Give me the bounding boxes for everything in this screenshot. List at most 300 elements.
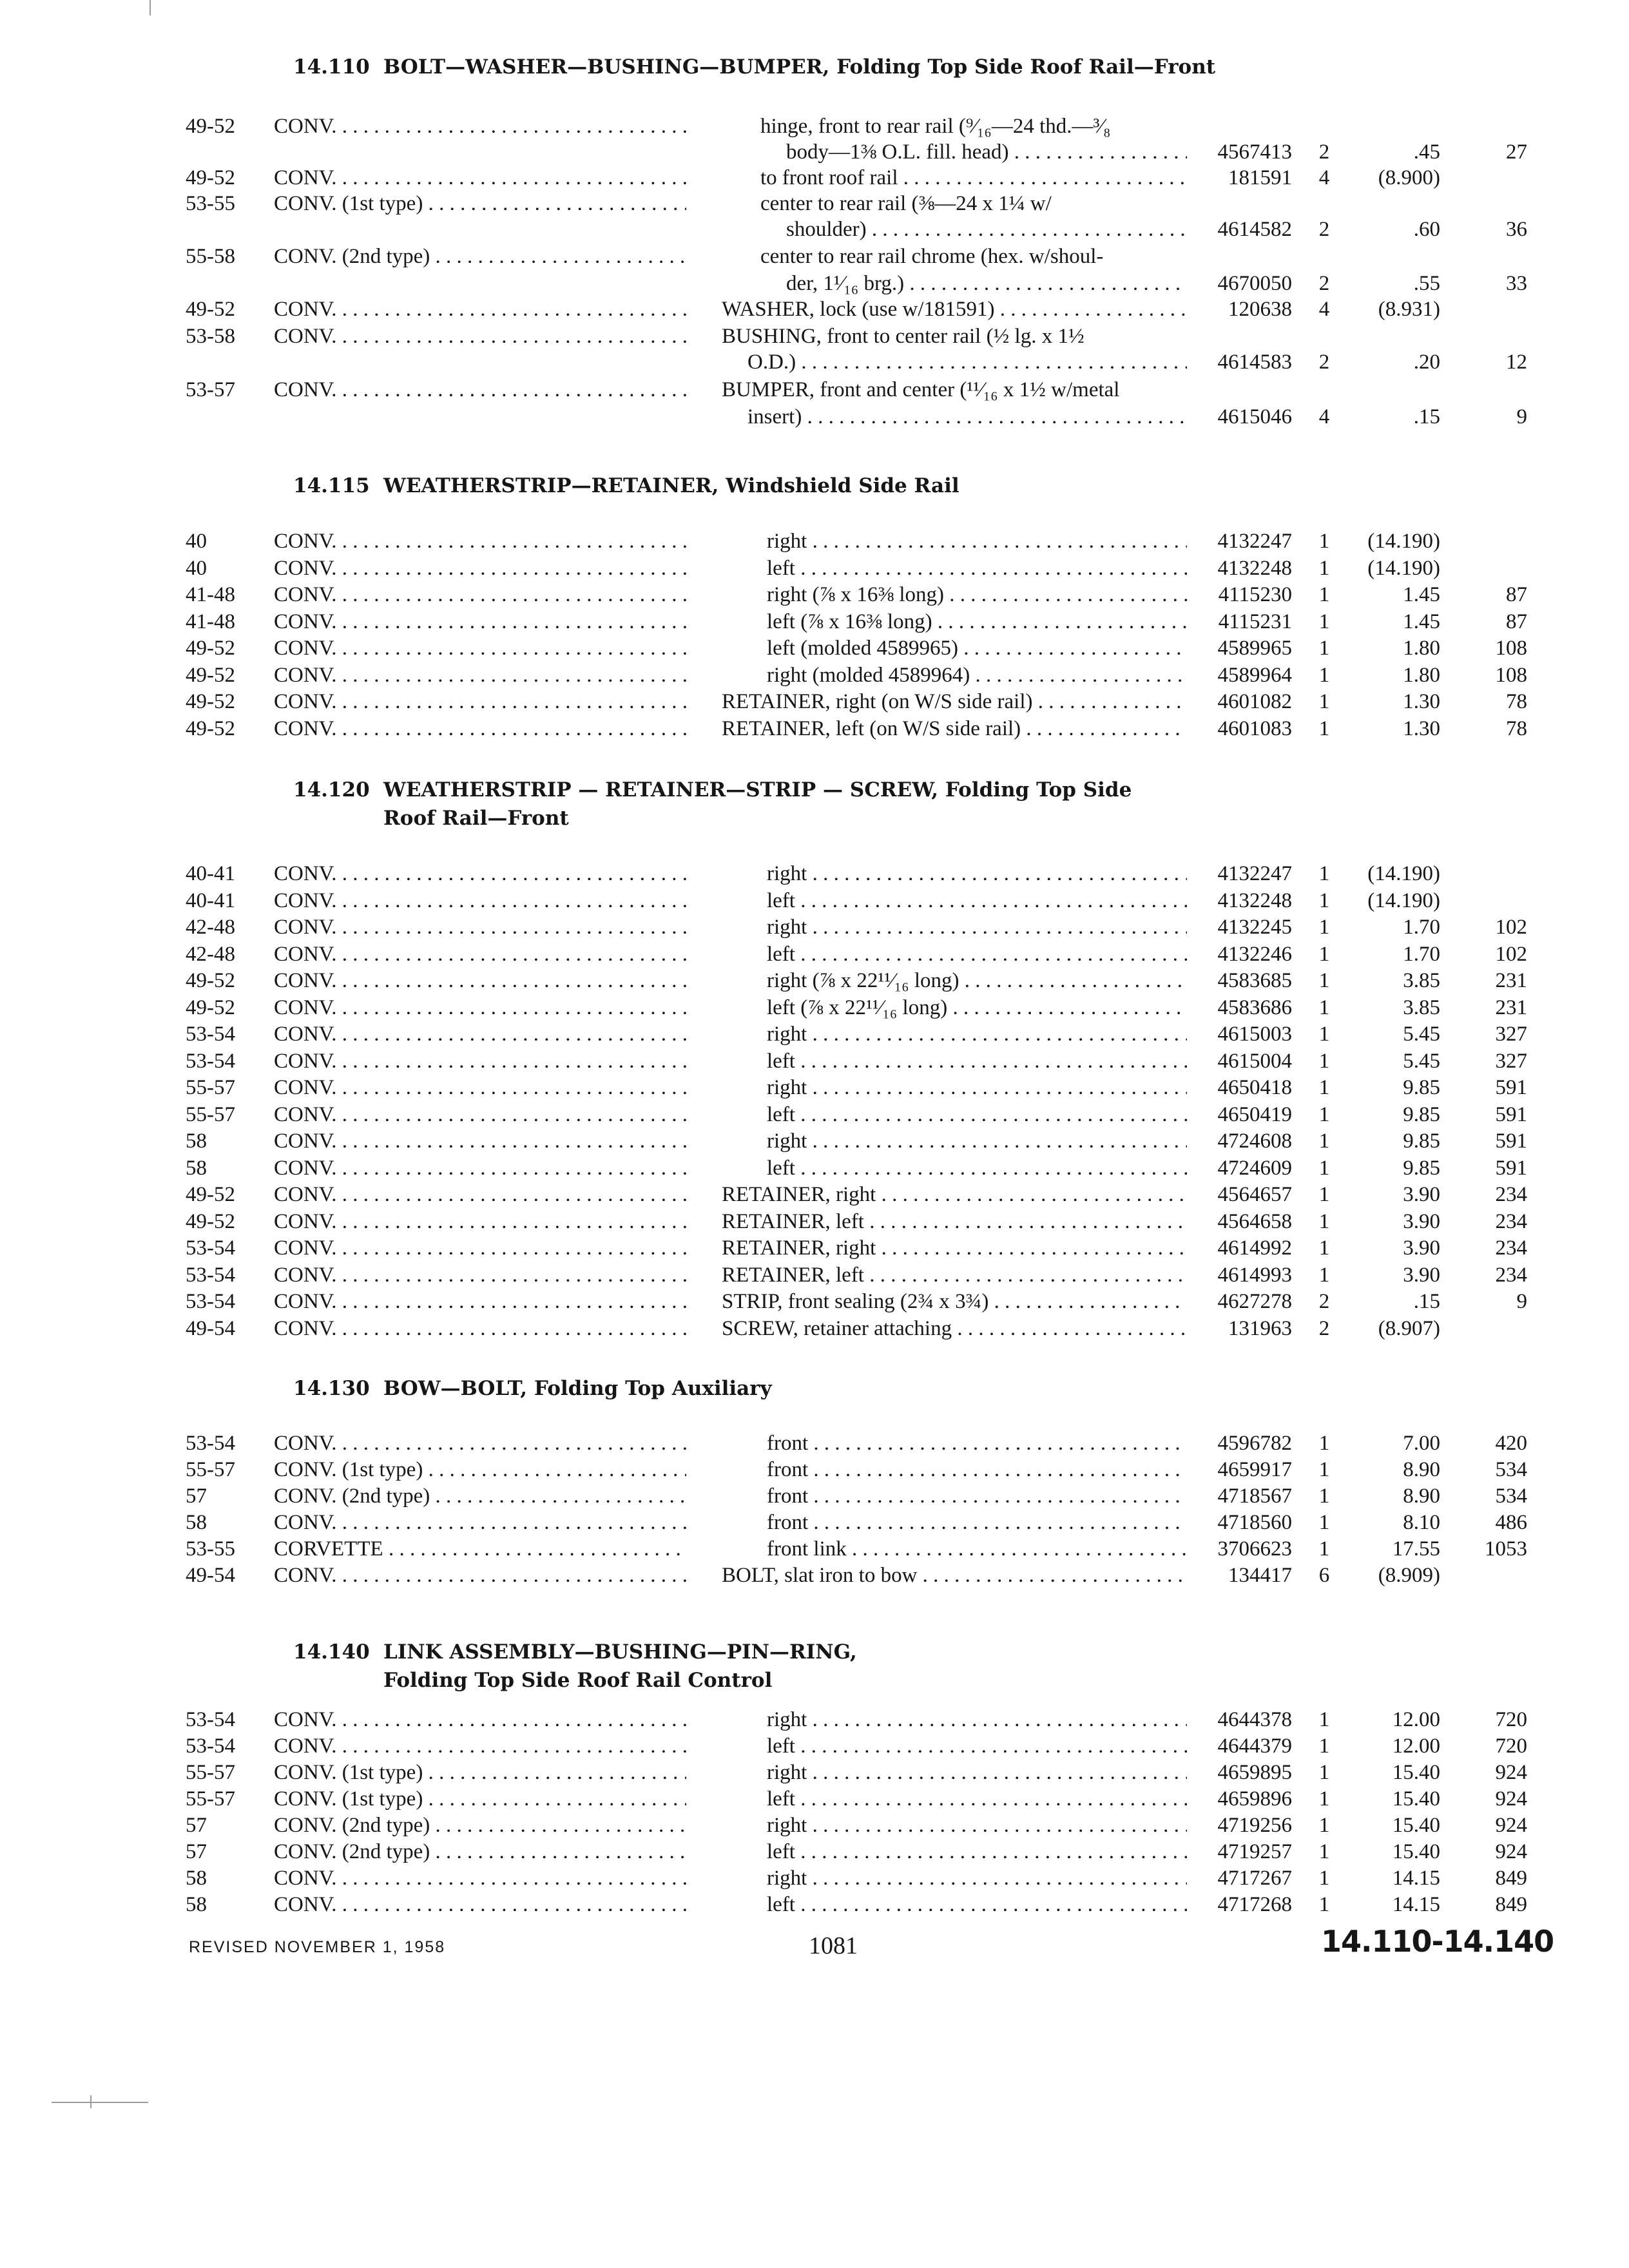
price-code: 327 xyxy=(1495,1023,1527,1046)
model-year: 53-55 xyxy=(186,192,235,215)
part-number: 4615046 xyxy=(1217,405,1292,428)
list-price: (8.907) xyxy=(1378,1317,1440,1340)
price-code: 108 xyxy=(1495,637,1527,660)
parts-row xyxy=(0,1864,1629,1892)
quantity: 1 xyxy=(1318,1023,1330,1046)
part-description: RETAINER, left . . . xyxy=(722,1261,1187,1289)
part-number: 4132247 xyxy=(1217,862,1292,885)
model-year: 58 xyxy=(186,1893,207,1916)
parts-row xyxy=(0,634,1629,662)
quantity: 1 xyxy=(1318,717,1330,740)
list-price: 3.90 xyxy=(1403,1236,1440,1260)
price-code: 234 xyxy=(1495,1264,1527,1287)
parts-row xyxy=(0,940,1629,968)
parts-row xyxy=(0,661,1629,689)
parts-row xyxy=(0,376,1629,404)
list-price: 15.40 xyxy=(1392,1840,1440,1863)
part-number: 4718560 xyxy=(1217,1511,1292,1534)
part-number: 4564658 xyxy=(1217,1210,1292,1233)
price-code: 534 xyxy=(1495,1458,1527,1481)
body-model: CONV. (2nd type) . . . xyxy=(274,1838,686,1866)
price-code: 924 xyxy=(1495,1814,1527,1837)
part-number: 4614992 xyxy=(1217,1236,1292,1260)
quantity: 2 xyxy=(1318,1317,1330,1340)
quantity: 1 xyxy=(1318,637,1330,660)
part-description: right (molded 4589964) . . . xyxy=(767,661,1187,689)
quantity: 1 xyxy=(1318,1761,1330,1784)
parts-row xyxy=(0,1561,1629,1590)
parts-row xyxy=(0,966,1629,995)
list-price: (8.909) xyxy=(1378,1564,1440,1587)
list-price: 3.90 xyxy=(1403,1264,1440,1287)
part-number: 4614583 xyxy=(1217,351,1292,374)
model-year: 49-54 xyxy=(186,1317,235,1340)
body-model: CONV. . . . xyxy=(274,634,686,662)
quantity: 1 xyxy=(1318,690,1330,713)
body-model: CONV. . . . xyxy=(274,1234,686,1262)
model-year: 41-48 xyxy=(186,583,235,606)
part-description: BUMPER, front and center (¹¹⁄₁₆ x 1½ w/metal xyxy=(722,378,1120,401)
list-price: 1.70 xyxy=(1403,943,1440,966)
price-code: 108 xyxy=(1495,664,1527,687)
body-model: CONV. . . . xyxy=(274,581,686,609)
list-price: .15 xyxy=(1413,405,1440,428)
list-price: 1.45 xyxy=(1403,610,1440,633)
price-code: 1053 xyxy=(1485,1537,1527,1561)
quantity: 1 xyxy=(1318,1183,1330,1206)
part-number: 4132247 xyxy=(1217,530,1292,553)
body-model: CONV. . . . xyxy=(274,1508,686,1537)
quantity: 1 xyxy=(1318,1264,1330,1287)
part-description: left . . . xyxy=(767,940,1187,968)
model-year: 58 xyxy=(186,1157,207,1180)
model-year: 53-54 xyxy=(186,1432,235,1455)
model-year: 42-48 xyxy=(186,916,235,939)
part-description: SCREW, retainer attaching . . . xyxy=(722,1314,1187,1343)
parts-row xyxy=(0,403,1629,431)
part-description: left . . . xyxy=(767,1732,1187,1760)
quantity: 4 xyxy=(1318,298,1330,321)
model-year: 53-55 xyxy=(186,1537,235,1561)
part-description: right . . . xyxy=(767,1758,1187,1787)
part-description: left . . . xyxy=(767,1047,1187,1075)
body-model: CONV. . . . xyxy=(274,1073,686,1102)
part-description: WASHER, lock (use w/181591) . . . xyxy=(722,295,1187,323)
price-code: 924 xyxy=(1495,1761,1527,1784)
parts-row xyxy=(0,1234,1629,1262)
parts-row xyxy=(0,1261,1629,1289)
body-model: CONV. . . . xyxy=(274,994,686,1022)
body-model: CONV. . . . xyxy=(274,1314,686,1343)
price-code: 327 xyxy=(1495,1050,1527,1073)
quantity: 1 xyxy=(1318,969,1330,992)
price-code: 591 xyxy=(1495,1103,1527,1126)
part-description: right (⅞ x 22¹¹⁄₁₆ long) . . . xyxy=(767,966,1187,995)
parts-row xyxy=(0,1535,1629,1563)
price-code: 231 xyxy=(1495,996,1527,1019)
section-number: 14.110 xyxy=(293,55,370,79)
section-title: BOW—BOLT, Folding Top Auxiliary xyxy=(383,1377,772,1400)
list-price: 15.40 xyxy=(1392,1787,1440,1811)
section-title: LINK ASSEMBLY—BUSHING—PIN—RING, xyxy=(383,1640,857,1664)
part-description: right . . . xyxy=(767,913,1187,941)
quantity: 1 xyxy=(1318,1458,1330,1481)
list-price: 14.15 xyxy=(1392,1867,1440,1890)
quantity: 1 xyxy=(1318,583,1330,606)
part-description: front . . . xyxy=(767,1508,1187,1537)
model-year: 58 xyxy=(186,1129,207,1153)
model-year: 40 xyxy=(186,530,207,553)
list-price: 1.30 xyxy=(1403,690,1440,713)
list-price: .45 xyxy=(1413,140,1440,164)
body-model: CONV. (1st type) . . . xyxy=(274,1758,686,1787)
parts-row xyxy=(0,1785,1629,1813)
list-price: (14.190) xyxy=(1367,530,1440,553)
quantity: 1 xyxy=(1318,1787,1330,1811)
quantity: 1 xyxy=(1318,1840,1330,1863)
part-number: 4650418 xyxy=(1217,1076,1292,1099)
list-price: 1.80 xyxy=(1403,664,1440,687)
part-number: 4724608 xyxy=(1217,1129,1292,1153)
section-title: WEATHERSTRIP—RETAINER, Windshield Side Rail xyxy=(383,474,959,497)
part-number: 4724609 xyxy=(1217,1157,1292,1180)
section-number: 14.120 xyxy=(293,778,370,802)
body-model: CONV. . . . xyxy=(274,1180,686,1209)
part-number: 4659895 xyxy=(1217,1761,1292,1784)
quantity: 1 xyxy=(1318,530,1330,553)
list-price: 5.45 xyxy=(1403,1023,1440,1046)
list-price: .60 xyxy=(1413,218,1440,241)
body-model: CONV. . . . xyxy=(274,860,686,888)
body-model: CONV. . . . xyxy=(274,608,686,636)
parts-row xyxy=(0,1456,1629,1484)
list-price: 9.85 xyxy=(1403,1103,1440,1126)
section-title: Roof Rail—Front xyxy=(383,807,569,830)
parts-row xyxy=(0,322,1629,351)
price-code: 9 xyxy=(1516,405,1527,428)
model-year: 49-52 xyxy=(186,969,235,992)
body-model: CONV. . . . xyxy=(274,1047,686,1075)
price-code: 231 xyxy=(1495,969,1527,992)
part-description: right . . . xyxy=(767,1127,1187,1155)
list-price: 8.10 xyxy=(1403,1511,1440,1534)
model-year: 55-58 xyxy=(186,245,235,268)
model-year: 49-52 xyxy=(186,996,235,1019)
section-title: WEATHERSTRIP — RETAINER—STRIP — SCREW, Folding Top Side xyxy=(383,778,1132,802)
parts-row xyxy=(0,1100,1629,1129)
quantity: 1 xyxy=(1318,862,1330,885)
parts-row xyxy=(0,295,1629,323)
part-number: 4132248 xyxy=(1217,889,1292,912)
body-model: CONV. . . . xyxy=(274,1287,686,1316)
parts-row xyxy=(0,913,1629,941)
part-description: right (⅞ x 16⅜ long) . . . xyxy=(767,581,1187,609)
part-number: 120638 xyxy=(1228,298,1292,321)
body-model: CONV. . . . xyxy=(274,1706,686,1734)
parts-row xyxy=(0,1508,1629,1537)
part-description: right . . . xyxy=(767,527,1187,555)
parts-row xyxy=(0,215,1629,244)
part-description: der, 1¹⁄₁₆ brg.) . . . xyxy=(786,269,1187,298)
model-year: 55-57 xyxy=(186,1458,235,1481)
body-model: CONV. . . . xyxy=(274,295,686,323)
list-price: 9.85 xyxy=(1403,1076,1440,1099)
body-model: CONV. . . . xyxy=(274,1127,686,1155)
part-number: 4719256 xyxy=(1217,1814,1292,1837)
model-year: 53-54 xyxy=(186,1735,235,1758)
list-price: 15.40 xyxy=(1392,1761,1440,1784)
quantity: 1 xyxy=(1318,889,1330,912)
catalog-section xyxy=(0,1374,1629,1587)
model-year: 42-48 xyxy=(186,943,235,966)
price-code: 87 xyxy=(1506,610,1527,633)
model-year: 55-57 xyxy=(186,1076,235,1099)
part-description: right . . . xyxy=(767,1811,1187,1840)
price-code: 102 xyxy=(1495,943,1527,966)
parts-row xyxy=(0,1706,1629,1734)
body-model: CONV. . . . xyxy=(274,1207,686,1236)
model-year: 49-52 xyxy=(186,690,235,713)
part-number: 4615003 xyxy=(1217,1023,1292,1046)
part-description: RETAINER, right (on W/S side rail) . . . xyxy=(722,687,1187,716)
model-year: 49-54 xyxy=(186,1564,235,1587)
model-year: 57 xyxy=(186,1485,207,1508)
parts-row xyxy=(0,1811,1629,1840)
parts-row xyxy=(0,1890,1629,1919)
quantity: 1 xyxy=(1318,1814,1330,1837)
part-description: RETAINER, right . . . xyxy=(722,1234,1187,1262)
section-number: 14.115 xyxy=(293,474,370,497)
quantity: 1 xyxy=(1318,1708,1330,1731)
parts-row xyxy=(0,242,1629,271)
part-description: front . . . xyxy=(767,1456,1187,1484)
part-description: left . . . xyxy=(767,1785,1187,1813)
part-number: 4583685 xyxy=(1217,969,1292,992)
quantity: 2 xyxy=(1318,351,1330,374)
body-model: CONV. . . . xyxy=(274,1561,686,1590)
part-description: body—1⅜ O.L. fill. head) . . . xyxy=(786,138,1187,166)
parts-row xyxy=(0,1073,1629,1102)
list-price: .15 xyxy=(1413,1290,1440,1313)
quantity: 2 xyxy=(1318,218,1330,241)
part-number: 4614582 xyxy=(1217,218,1292,241)
parts-row xyxy=(0,1154,1629,1182)
quantity: 1 xyxy=(1318,1157,1330,1180)
body-model: CONV. . . . xyxy=(274,1864,686,1892)
price-code: 591 xyxy=(1495,1076,1527,1099)
quantity: 1 xyxy=(1318,943,1330,966)
page-number: 1081 xyxy=(809,1932,858,1959)
part-description: shoulder) . . . xyxy=(786,215,1187,244)
part-description: insert) . . . xyxy=(747,403,1187,431)
parts-row xyxy=(0,112,1629,140)
part-number: 4644378 xyxy=(1217,1708,1292,1731)
part-number: 4659917 xyxy=(1217,1458,1292,1481)
body-model: CONV. . . . xyxy=(274,661,686,689)
quantity: 1 xyxy=(1318,916,1330,939)
price-code: 33 xyxy=(1506,272,1527,295)
part-number: 4596782 xyxy=(1217,1432,1292,1455)
body-model: CONV. . . . xyxy=(274,554,686,582)
parts-row xyxy=(0,138,1629,166)
part-number: 4644379 xyxy=(1217,1735,1292,1758)
section-number: 14.140 xyxy=(293,1640,370,1664)
model-year: 58 xyxy=(186,1867,207,1890)
price-code: 78 xyxy=(1506,690,1527,713)
model-year: 53-54 xyxy=(186,1264,235,1287)
parts-row xyxy=(0,887,1629,915)
parts-row xyxy=(0,1732,1629,1760)
body-model: CONV. . . . xyxy=(274,887,686,915)
part-description: left . . . xyxy=(767,1100,1187,1129)
price-code: 27 xyxy=(1506,140,1527,164)
quantity: 1 xyxy=(1318,1050,1330,1073)
body-model: CONV. (1st type) . . . xyxy=(274,189,686,218)
quantity: 6 xyxy=(1318,1564,1330,1587)
list-price: 3.85 xyxy=(1403,996,1440,1019)
part-number: 4589965 xyxy=(1217,637,1292,660)
body-model: CONV. (1st type) . . . xyxy=(274,1456,686,1484)
price-code: 591 xyxy=(1495,1157,1527,1180)
catalog-section xyxy=(0,1638,1629,1916)
section-range: 14.110-14.140 xyxy=(1321,1924,1554,1959)
parts-row xyxy=(0,1838,1629,1866)
parts-row xyxy=(0,1020,1629,1048)
quantity: 1 xyxy=(1318,557,1330,580)
quantity: 1 xyxy=(1318,1076,1330,1099)
price-code: 591 xyxy=(1495,1129,1527,1153)
body-model: CONV. (1st type) . . . xyxy=(274,1785,686,1813)
quantity: 1 xyxy=(1318,1511,1330,1534)
part-description: right . . . xyxy=(767,1020,1187,1048)
body-model: CONV. . . . xyxy=(274,1261,686,1289)
part-description: front . . . xyxy=(767,1429,1187,1457)
quantity: 2 xyxy=(1318,1290,1330,1313)
part-description: front link . . . xyxy=(767,1535,1187,1563)
part-description: front . . . xyxy=(767,1482,1187,1510)
model-year: 49-52 xyxy=(186,115,235,138)
quantity: 1 xyxy=(1318,1893,1330,1916)
scan-mark xyxy=(149,0,151,15)
list-price: 1.45 xyxy=(1403,583,1440,606)
model-year: 40 xyxy=(186,557,207,580)
list-price: 12.00 xyxy=(1392,1735,1440,1758)
parts-row xyxy=(0,715,1629,743)
list-price: 3.85 xyxy=(1403,969,1440,992)
part-description: center to rear rail chrome (hex. w/shoul- xyxy=(760,245,1104,268)
model-year: 49-52 xyxy=(186,637,235,660)
list-price: 3.90 xyxy=(1403,1183,1440,1206)
parts-row xyxy=(0,554,1629,582)
section-number: 14.130 xyxy=(293,1377,370,1400)
model-year: 49-52 xyxy=(186,664,235,687)
model-year: 58 xyxy=(186,1511,207,1534)
parts-row xyxy=(0,1127,1629,1155)
list-price: .20 xyxy=(1413,351,1440,374)
part-description: left (⅞ x 22¹¹⁄₁₆ long) . . . xyxy=(767,994,1187,1022)
quantity: 2 xyxy=(1318,140,1330,164)
part-number: 4670050 xyxy=(1217,272,1292,295)
parts-row xyxy=(0,1047,1629,1075)
model-year: 53-54 xyxy=(186,1290,235,1313)
part-description: O.D.) . . . xyxy=(747,348,1187,376)
part-number: 4115231 xyxy=(1218,610,1292,633)
model-year: 53-54 xyxy=(186,1023,235,1046)
part-description: left (molded 4589965) . . . xyxy=(767,634,1187,662)
part-description: left (⅞ x 16⅜ long) . . . xyxy=(767,608,1187,636)
price-code: 849 xyxy=(1495,1867,1527,1890)
body-model: CORVETTE . . . xyxy=(274,1535,686,1563)
price-code: 534 xyxy=(1495,1485,1527,1508)
price-code: 849 xyxy=(1495,1893,1527,1916)
quantity: 1 xyxy=(1318,1867,1330,1890)
body-model: CONV. . . . xyxy=(274,376,686,404)
price-code: 234 xyxy=(1495,1236,1527,1260)
list-price: 1.70 xyxy=(1403,916,1440,939)
part-description: right . . . xyxy=(767,1864,1187,1892)
catalog-section xyxy=(0,472,1629,740)
model-year: 49-52 xyxy=(186,717,235,740)
parts-row xyxy=(0,1758,1629,1787)
price-code: 924 xyxy=(1495,1840,1527,1863)
quantity: 4 xyxy=(1318,166,1330,189)
body-model: CONV. (2nd type) . . . xyxy=(274,1811,686,1840)
body-model: CONV. (2nd type) . . . xyxy=(274,242,686,271)
part-number: 3706623 xyxy=(1217,1537,1292,1561)
list-price: (14.190) xyxy=(1367,557,1440,580)
list-price: 15.40 xyxy=(1392,1814,1440,1837)
part-number: 4719257 xyxy=(1217,1840,1292,1863)
parts-row xyxy=(0,608,1629,636)
part-number: 4132245 xyxy=(1217,916,1292,939)
part-description: left . . . xyxy=(767,1838,1187,1866)
list-price: 9.85 xyxy=(1403,1129,1440,1153)
quantity: 1 xyxy=(1318,1735,1330,1758)
section-title: Folding Top Side Roof Rail Control xyxy=(383,1669,773,1692)
price-code: 234 xyxy=(1495,1210,1527,1233)
parts-row xyxy=(0,1180,1629,1209)
part-number: 131963 xyxy=(1228,1317,1292,1340)
part-description: left . . . xyxy=(767,887,1187,915)
quantity: 4 xyxy=(1318,405,1330,428)
list-price: 9.85 xyxy=(1403,1157,1440,1180)
body-model: CONV. . . . xyxy=(274,940,686,968)
price-code: 720 xyxy=(1495,1708,1527,1731)
price-code: 720 xyxy=(1495,1735,1527,1758)
price-code: 102 xyxy=(1495,916,1527,939)
part-number: 4650419 xyxy=(1217,1103,1292,1126)
part-number: 4583686 xyxy=(1217,996,1292,1019)
part-number: 181591 xyxy=(1228,166,1292,189)
model-year: 40-41 xyxy=(186,862,235,885)
revised-date: REVISED NOVEMBER 1, 1958 xyxy=(189,1938,446,1956)
list-price: (8.900) xyxy=(1378,166,1440,189)
quantity: 1 xyxy=(1318,1537,1330,1561)
list-price: 1.30 xyxy=(1403,717,1440,740)
part-description: left . . . xyxy=(767,1154,1187,1182)
quantity: 1 xyxy=(1318,664,1330,687)
part-number: 4589964 xyxy=(1217,664,1292,687)
model-year: 55-57 xyxy=(186,1787,235,1811)
parts-row xyxy=(0,1429,1629,1457)
part-number: 4132246 xyxy=(1217,943,1292,966)
catalog-section xyxy=(0,53,1629,428)
model-year: 53-54 xyxy=(186,1050,235,1073)
parts-row xyxy=(0,581,1629,609)
list-price: 7.00 xyxy=(1403,1432,1440,1455)
price-code: 924 xyxy=(1495,1787,1527,1811)
scan-mark xyxy=(90,2095,92,2108)
